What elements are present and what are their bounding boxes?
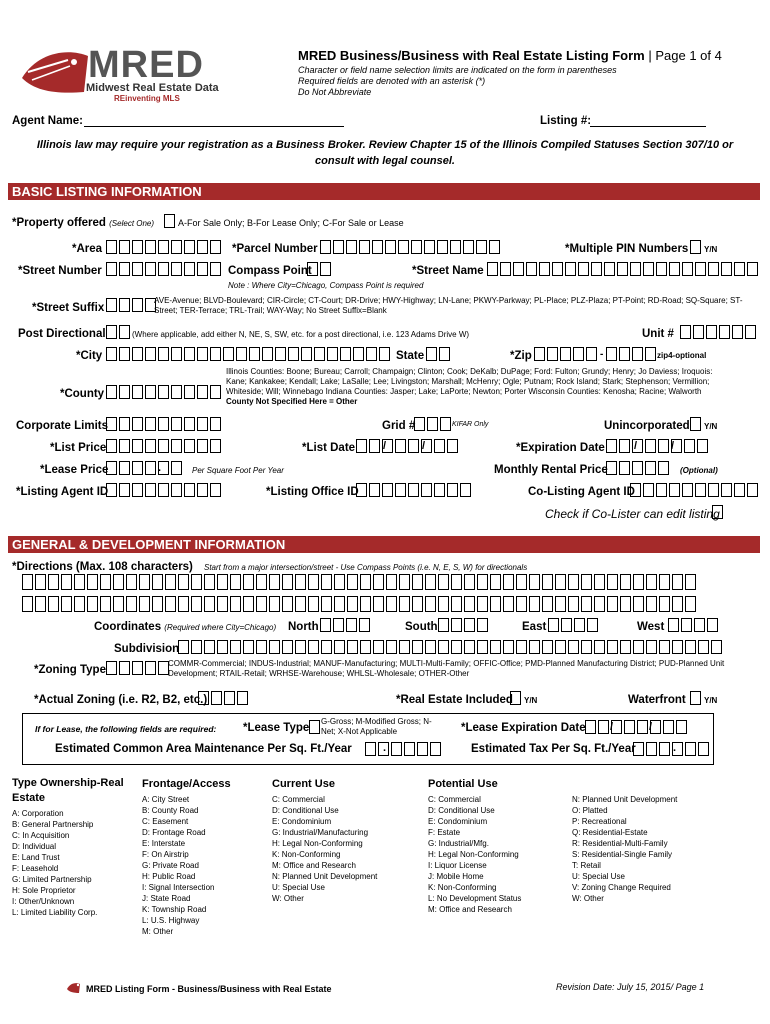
west-label: West xyxy=(637,621,665,633)
current-use-item: U: Special Use xyxy=(272,883,325,892)
zoning-type-label: *Zoning Type xyxy=(34,664,106,676)
list-date-slash-2: / xyxy=(422,440,426,452)
ownership-column xyxy=(12,776,132,918)
potential-use-item: E: Condominium xyxy=(428,817,488,826)
co-listing-agent-id-boxes[interactable] xyxy=(630,483,760,497)
state-boxes[interactable] xyxy=(426,347,452,361)
potential-use-item: L: No Development Status xyxy=(428,894,522,903)
listing-agent-id-label: *Listing Agent ID xyxy=(16,486,109,498)
directions-label: *Directions (Max. 108 characters) xyxy=(12,561,193,573)
potential-use-item: O: Platted xyxy=(572,806,608,815)
potential-use-item: N: Planned Unit Development xyxy=(572,795,678,804)
ownership-item: D: Individual xyxy=(12,842,57,851)
potential-use-item: M: Office and Research xyxy=(428,905,512,914)
lease-price-dot: . xyxy=(158,462,162,474)
potential-use-item: H: Legal Non-Conforming xyxy=(428,850,519,859)
co-lister-edit-label: Check if Co-Lister can edit listing xyxy=(545,507,720,521)
current-use-item: N: Planned Unit Development xyxy=(272,872,378,881)
current-use-item: M: Office and Research xyxy=(272,861,356,870)
form-title: MRED Business/Business with Real Estate Listing Form xyxy=(298,48,645,63)
street-number-label: *Street Number xyxy=(18,265,102,277)
county-label: *County xyxy=(60,388,105,400)
ownership-title: Type Ownership-Real Estate xyxy=(12,777,124,804)
lease-note: If for Lease, the following fields are required: xyxy=(35,724,217,734)
monthly-rental-label: Monthly Rental Price xyxy=(494,464,608,476)
frontage-item: E: Interstate xyxy=(142,839,186,848)
actual-zoning-label: *Actual Zoning (i.e. R2, B2, etc.) xyxy=(34,694,208,706)
select-one-note: (Select One) xyxy=(109,219,155,228)
potential-use-item: S: Residential-Single Family xyxy=(572,850,673,859)
frontage-title: Frontage/Access xyxy=(142,778,231,790)
compass-point-boxes[interactable] xyxy=(307,262,333,276)
footer-revision: Revision Date: July 15, 2015/ Page 1 xyxy=(556,982,705,992)
directions-row-1[interactable] xyxy=(22,574,698,590)
logo-brand: MRED xyxy=(88,44,204,86)
zip-label: *Zip xyxy=(510,350,532,362)
city-boxes[interactable] xyxy=(106,347,392,361)
directions-row-2[interactable] xyxy=(22,596,698,612)
current-use-item: K: Non-Conforming xyxy=(272,850,341,859)
coordinates-note: (Required where City=Chicago) xyxy=(164,623,277,632)
ownership-item: F: Leasehold xyxy=(12,864,59,873)
lease-expiration-boxes[interactable] xyxy=(585,720,689,734)
lease-expiration-label: *Lease Expiration Date xyxy=(461,722,586,734)
co-listing-agent-id-label: Co-Listing Agent ID xyxy=(528,486,635,498)
tax-label: Estimated Tax Per Sq. Ft./Year xyxy=(471,743,636,755)
frontage-item: K: Township Road xyxy=(142,905,207,914)
current-use-item: E: Condominium xyxy=(272,817,332,826)
south-label: South xyxy=(405,621,438,633)
counties-list xyxy=(226,367,712,407)
coordinates-label xyxy=(94,621,276,633)
east-boxes[interactable] xyxy=(548,618,600,632)
potential-use-item: J: Mobile Home xyxy=(428,872,484,881)
monthly-rental-boxes[interactable] xyxy=(606,461,671,475)
list-price-boxes[interactable] xyxy=(106,439,223,453)
waterfront-box[interactable] xyxy=(690,691,703,705)
parcel-number-label: *Parcel Number xyxy=(232,243,318,255)
frontage-column xyxy=(142,776,231,937)
real-estate-included-box[interactable] xyxy=(510,691,523,705)
south-boxes[interactable] xyxy=(438,618,490,632)
ownership-item: C: In Acquisition xyxy=(12,831,70,840)
zoning-options: COMMR-Commercial; INDUS-Industrial; MANUF-Manufacturing; MULTI-Multi-Family; OFFIC-Office; PMD-Planned Manufacturing District; PUD-Planned Unit Development; RTAIL-Retail; WRHSE-Warehouse; WHLSL-Wholesale; OTHER-Other xyxy=(168,659,725,678)
waterfront-yn: Y/N xyxy=(704,696,718,705)
real-estate-included-yn: Y/N xyxy=(524,696,538,705)
header-note-1: Character or field name selection limits are indicated on the form in parentheses xyxy=(298,65,617,75)
frontage-item: B: County Road xyxy=(142,806,199,815)
zip4-boxes[interactable] xyxy=(606,347,658,361)
property-offered-label: *Property offered xyxy=(12,217,106,229)
unincorporated-yn: Y/N xyxy=(704,422,718,431)
subdivision-boxes[interactable] xyxy=(178,640,724,654)
potential-use-item: C: Commercial xyxy=(428,795,481,804)
lease-type-options: G-Gross; M-Modified Gross; N-Net; X-Not Applicable xyxy=(321,717,432,736)
frontage-item: G: Private Road xyxy=(142,861,199,870)
footer-form-name: MRED Listing Form - Business/Business with Real Estate xyxy=(86,984,332,994)
tax-boxes[interactable] xyxy=(633,742,711,756)
current-use-item: G: Industrial/Manufacturing xyxy=(272,828,369,837)
street-suffix-label: *Street Suffix xyxy=(32,302,105,314)
agent-name-label: Agent Name: xyxy=(12,115,83,127)
counties-line-3: Whiteside; Will; Winnebago Indiana Counties: Jasper; Lake; LaPorte; Newton; Porter Wisconsin Counties: Kenosha; Racine; Walworth xyxy=(226,387,702,396)
counties-line-2: Kane; Kankakee; Kendall; Lake; LaSalle; Lee; Livingston; Marshall; McHenry; Ogle; Putnam; Rock Island; Stark; Stephenson; Vermillion; xyxy=(226,377,710,386)
ownership-item: A: Corporation xyxy=(12,809,64,818)
zip-boxes[interactable] xyxy=(534,347,599,361)
cam-dot: . xyxy=(383,742,387,754)
multiple-pin-box[interactable] xyxy=(690,240,703,254)
unit-label: Unit # xyxy=(642,328,674,340)
agent-name-field[interactable] xyxy=(84,113,344,127)
current-use-column xyxy=(272,776,377,904)
street-name-label: *Street Name xyxy=(412,265,484,277)
list-date-boxes[interactable] xyxy=(356,439,460,453)
corporate-limits-boxes[interactable] xyxy=(106,417,223,431)
counties-line-1: Illinois Counties: Boone; Bureau; Carroll; Champaign; Clinton; Cook; DeKalb; DuPage; Ford: Fulton; Grundy; Henry; Jo Daviess; Iroquois: xyxy=(226,367,713,376)
current-use-item: H: Legal Non-Conforming xyxy=(272,839,363,848)
multiple-pin-label: *Multiple PIN Numbers xyxy=(565,243,689,255)
potential-use-item: U: Special Use xyxy=(572,872,625,881)
lease-type-label: *Lease Type xyxy=(243,722,310,734)
corporate-limits-label: Corporate Limits xyxy=(16,420,109,432)
potential-use-item: T: Retail xyxy=(572,861,601,870)
grid-label: Grid # xyxy=(382,420,416,432)
west-boxes[interactable] xyxy=(668,618,720,632)
per-sqft-note: Per Square Foot Per Year xyxy=(192,466,284,475)
list-date-slash-1: / xyxy=(383,440,387,452)
section-general: GENERAL & DEVELOPMENT INFORMATION xyxy=(8,536,760,553)
form-header xyxy=(298,48,722,98)
directions-note: Start from a major intersection/street - Use Compass Points (i.e. N, E, S, W) for directionals xyxy=(204,563,528,572)
tax-dot: . xyxy=(673,742,677,754)
frontage-item: D: Frontage Road xyxy=(142,828,206,837)
current-use-item: D: Conditional Use xyxy=(272,806,339,815)
area-label: *Area xyxy=(72,243,103,255)
potential-use-item: Q: Residential-Estate xyxy=(572,828,648,837)
north-boxes[interactable] xyxy=(320,618,372,632)
logo-tagline: REinventing MLS xyxy=(114,94,180,103)
lease-exp-slash-1: / xyxy=(610,721,614,733)
expiration-slash-2: / xyxy=(671,440,675,452)
cam-label: Estimated Common Area Maintenance Per Sq. Ft./Year xyxy=(55,743,352,755)
state-label: State xyxy=(396,350,425,362)
logo-subtitle: Midwest Real Estate Data xyxy=(86,82,219,94)
listing-number-label: Listing #: xyxy=(540,115,592,127)
frontage-item: H: Public Road xyxy=(142,872,196,881)
potential-use-item: P: Recreational xyxy=(572,817,627,826)
frontage-item: F: On Airstrip xyxy=(142,850,189,859)
header-note-2: Required fields are denoted with an asterisk (*) xyxy=(298,76,486,86)
section-basic-listing: BASIC LISTING INFORMATION xyxy=(8,183,760,200)
zip4-optional: zip4-optional xyxy=(657,351,707,360)
actual-zoning-boxes[interactable] xyxy=(198,691,250,705)
multiple-pin-yn: Y/N xyxy=(704,245,718,254)
county-boxes[interactable] xyxy=(106,385,223,399)
grid-boxes[interactable] xyxy=(414,417,453,431)
frontage-item: I: Signal Intersection xyxy=(142,883,215,892)
potential-use-item: W: Other xyxy=(572,894,604,903)
potential-use-item: F: Estate xyxy=(428,828,461,837)
post-directional-note: (Where applicable, add either N, NE, S, SW, etc. for a post directional, i.e. 123 Adams Drive W) xyxy=(132,330,470,339)
unincorporated-label: Unincorporated xyxy=(604,420,690,432)
lease-price-label: *Lease Price xyxy=(40,464,109,476)
potential-use-item: V: Zoning Change Required xyxy=(572,883,671,892)
list-price-label: *List Price xyxy=(50,442,107,454)
real-estate-included-label: *Real Estate Included xyxy=(396,694,513,706)
counties-line-4: County Not Specified Here = Other xyxy=(226,397,358,406)
subdivision-label: Subdivision xyxy=(114,643,180,655)
list-date-label: *List Date xyxy=(302,442,356,454)
zoning-type-boxes[interactable] xyxy=(106,661,171,675)
property-options: A-For Sale Only; B-For Lease Only; C-For Sale or Lease xyxy=(178,218,404,228)
parcel-number-boxes[interactable] xyxy=(320,240,502,254)
current-use-item: C: Commercial xyxy=(272,795,325,804)
lease-price-boxes[interactable] xyxy=(106,461,184,475)
frontage-item: C: Easement xyxy=(142,817,189,826)
property-offered-row xyxy=(12,217,154,229)
expiration-date-boxes[interactable] xyxy=(606,439,710,453)
lease-requirements-box xyxy=(22,713,714,765)
footer-logo-icon xyxy=(66,981,84,995)
street-name-note: Note : Where City=Chicago, Compass Point is required xyxy=(228,281,424,290)
street-number-boxes[interactable] xyxy=(106,262,223,276)
street-name-boxes[interactable] xyxy=(487,262,760,276)
suffix-options: AVE-Avenue; BLVD-Boulevard; CIR-Circle; CT-Court; DR-Drive; HWY-Highway; LN-Lane; PKWY-Parkway; PL-Place; PLZ-Plaza; PT-Point; RD-Road; SQ-Square; ST-Street; TER-Terrace; TRL-Trail; WAY-Way; No Street Suffix=Blank xyxy=(154,296,743,315)
city-label: *City xyxy=(76,350,103,362)
potential-use-item: K: Non-Conforming xyxy=(428,883,497,892)
current-use-title: Current Use xyxy=(272,778,335,790)
unit-boxes[interactable] xyxy=(680,325,758,339)
cam-boxes[interactable] xyxy=(365,742,443,756)
ownership-item: B: General Partnership xyxy=(12,820,94,829)
kifar-note: KIFAR Only xyxy=(452,421,489,428)
potential-use-item: I: Liquor License xyxy=(428,861,487,870)
compass-point-label: Compass Point xyxy=(228,265,312,277)
lease-exp-slash-2: / xyxy=(649,721,653,733)
listing-agent-id-boxes[interactable] xyxy=(106,483,223,497)
frontage-item: M: Other xyxy=(142,927,174,936)
post-directional-label: Post Directional xyxy=(18,328,106,340)
ownership-item: E: Land Trust xyxy=(12,853,60,862)
frontage-item: J: State Road xyxy=(142,894,191,903)
potential-use-column-2 xyxy=(572,794,677,904)
waterfront-label: Waterfront xyxy=(628,694,686,706)
mred-logo xyxy=(18,42,266,104)
monthly-rental-optional: (Optional) xyxy=(680,466,718,475)
north-label: North xyxy=(288,621,319,633)
listing-office-id-label: *Listing Office ID xyxy=(266,486,359,498)
listing-office-id-boxes[interactable] xyxy=(356,483,473,497)
co-lister-edit-checkbox[interactable] xyxy=(712,505,725,519)
potential-use-item: R: Residential-Multi-Family xyxy=(572,839,668,848)
potential-use-item: D: Conditional Use xyxy=(428,806,495,815)
street-suffix-boxes[interactable] xyxy=(106,298,158,312)
coordinates-title: Coordinates xyxy=(94,621,162,633)
post-directional-boxes[interactable] xyxy=(106,325,132,339)
potential-use-title: Potential Use xyxy=(428,778,498,790)
zip-dash: - xyxy=(600,349,604,360)
frontage-item: L: U.S. Highway xyxy=(142,916,200,925)
page-indicator: | Page 1 of 4 xyxy=(648,48,722,63)
ownership-item: I: Other/Unknown xyxy=(12,897,75,906)
frontage-item: A: City Street xyxy=(142,795,190,804)
expiration-slash-1: / xyxy=(634,440,638,452)
potential-use-item: G: Industrial/Mfg. xyxy=(428,839,489,848)
east-label: East xyxy=(522,621,547,633)
area-boxes[interactable] xyxy=(106,240,223,254)
potential-use-column xyxy=(428,776,521,915)
header-note-3: Do Not Abbreviate xyxy=(298,87,372,97)
warning-text: Illinois law may require your registration as a Business Broker. Review Chapter 15 of the Illinois Compiled Statuses Section 307/10 or consult with legal counsel. xyxy=(36,139,734,167)
ownership-item: H: Sole Proprietor xyxy=(12,886,76,895)
ownership-item: G: Limited Partnership xyxy=(12,875,92,884)
current-use-item: W: Other xyxy=(272,894,304,903)
expiration-date-label: *Expiration Date xyxy=(516,442,605,454)
unincorporated-box[interactable] xyxy=(690,417,703,431)
listing-number-field[interactable] xyxy=(590,113,706,127)
property-offered-box[interactable] xyxy=(164,214,177,228)
ownership-item: L: Limited Liability Corp. xyxy=(12,908,98,917)
